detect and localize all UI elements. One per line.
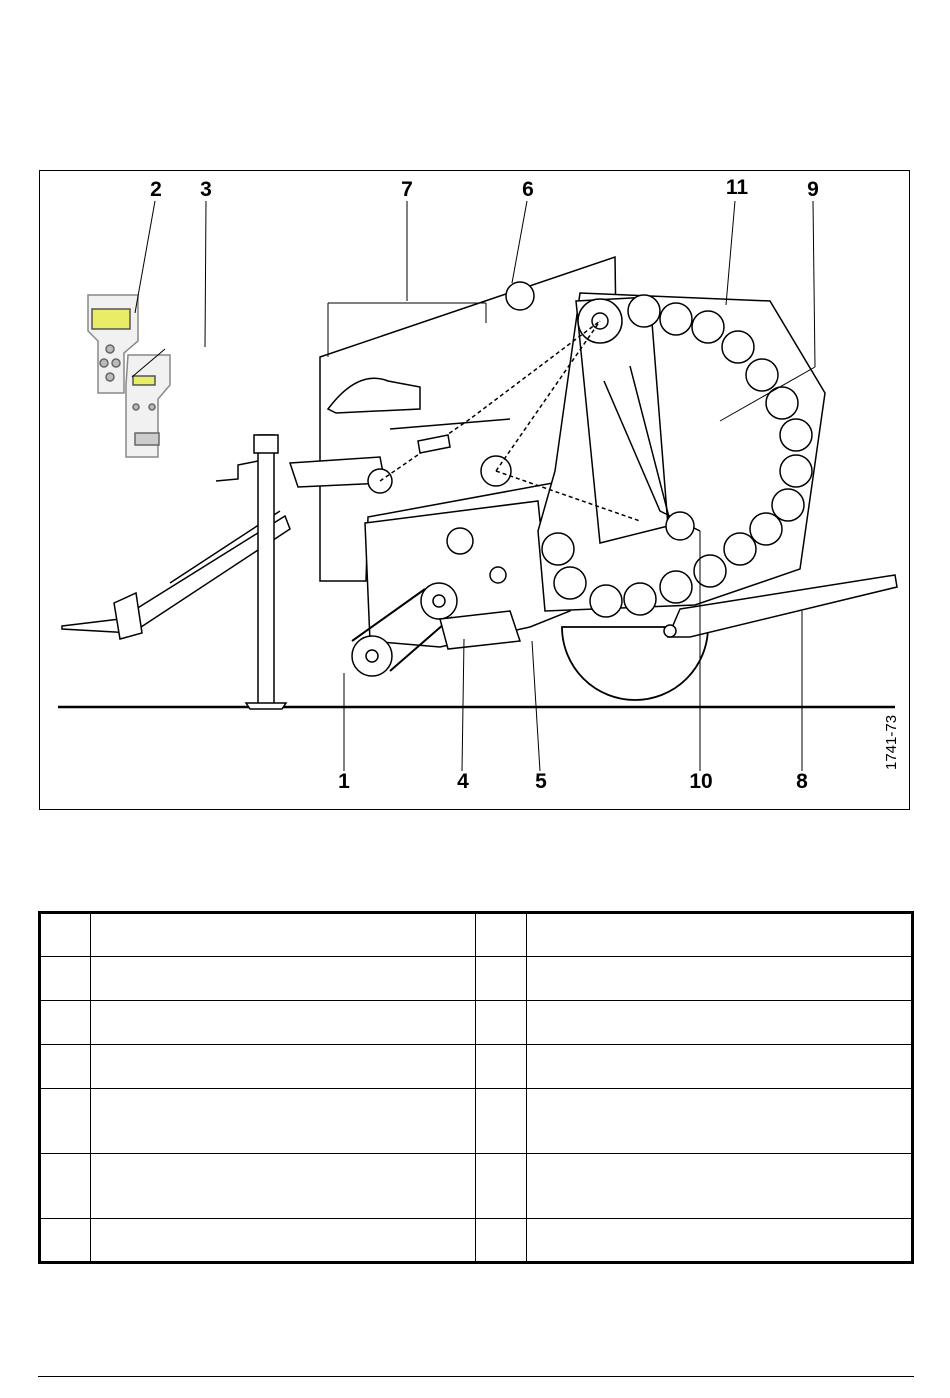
- legend-description-cell: [90, 913, 476, 957]
- legend-number-cell: [476, 1045, 527, 1089]
- chamber-roller: [780, 419, 812, 451]
- figure-id: 1741-73: [883, 714, 900, 770]
- callout-3: 3: [200, 178, 212, 201]
- legend-number-cell: [40, 913, 91, 957]
- legend-row: [40, 957, 913, 1001]
- legend-row: [40, 1089, 913, 1154]
- legend-number-cell: [476, 1089, 527, 1154]
- callout-1: 1: [338, 770, 350, 793]
- chamber-roller: [660, 303, 692, 335]
- callout-10: 10: [689, 770, 713, 793]
- drawbar: [62, 511, 290, 639]
- legend-row: [40, 1154, 913, 1219]
- legend-number-cell: [40, 1219, 91, 1263]
- chamber-roller: [542, 533, 574, 565]
- legend-description-cell: [527, 1154, 913, 1219]
- legend-number-cell: [40, 1045, 91, 1089]
- chamber-roller: [750, 513, 782, 545]
- chamber-roller: [694, 555, 726, 587]
- chamber-roller: [746, 359, 778, 391]
- legend-description-cell: [527, 913, 913, 957]
- callout-7: 7: [401, 178, 413, 201]
- legend-description-cell: [527, 1045, 913, 1089]
- legend-description-cell: [527, 1219, 913, 1263]
- callout-4: 4: [457, 770, 469, 793]
- callout-11: 11: [725, 176, 749, 199]
- chamber-roller: [722, 331, 754, 363]
- legend-number-cell: [40, 957, 91, 1001]
- chamber-roller: [724, 533, 756, 565]
- legend-description-cell: [527, 1001, 913, 1045]
- legend-row: [40, 1219, 913, 1263]
- jack-stand: [216, 435, 286, 709]
- wheel: [562, 627, 708, 700]
- chamber-roller: [628, 295, 660, 327]
- chamber-roller: [780, 455, 812, 487]
- legend-number-cell: [476, 1154, 527, 1219]
- legend-number-cell: [40, 1089, 91, 1154]
- chamber-roller: [660, 571, 692, 603]
- figure-frame: [39, 170, 910, 810]
- callout-5: 5: [535, 770, 547, 793]
- legend-number-cell: [476, 957, 527, 1001]
- legend-description-cell: [527, 1089, 913, 1154]
- baler-illustration: [40, 171, 909, 809]
- footer-rule: [38, 1376, 914, 1377]
- operator-terminal-3: [126, 355, 170, 457]
- legend-number-cell: [476, 1219, 527, 1263]
- chamber-roller: [590, 585, 622, 617]
- legend-row: [40, 1045, 913, 1089]
- callout-6: 6: [522, 178, 534, 201]
- bale-chamber: [538, 293, 825, 617]
- legend-row: [40, 1001, 913, 1045]
- legend-table: [38, 911, 914, 1264]
- legend-description-cell: [90, 957, 476, 1001]
- chamber-roller: [692, 311, 724, 343]
- legend-description-cell: [90, 1001, 476, 1045]
- callout-8: 8: [796, 770, 808, 793]
- legend-description-cell: [527, 957, 913, 1001]
- legend-description-cell: [90, 1154, 476, 1219]
- legend-description-cell: [90, 1045, 476, 1089]
- chamber-roller: [554, 567, 586, 599]
- legend-number-cell: [476, 913, 527, 957]
- legend-row: [40, 913, 913, 957]
- legend-number-cell: [476, 1001, 527, 1045]
- legend-description-cell: [90, 1219, 476, 1263]
- legend-number-cell: [40, 1001, 91, 1045]
- legend-number-cell: [40, 1154, 91, 1219]
- callout-9: 9: [807, 178, 819, 201]
- callout-2: 2: [150, 178, 162, 201]
- chamber-roller: [624, 583, 656, 615]
- legend-description-cell: [90, 1089, 476, 1154]
